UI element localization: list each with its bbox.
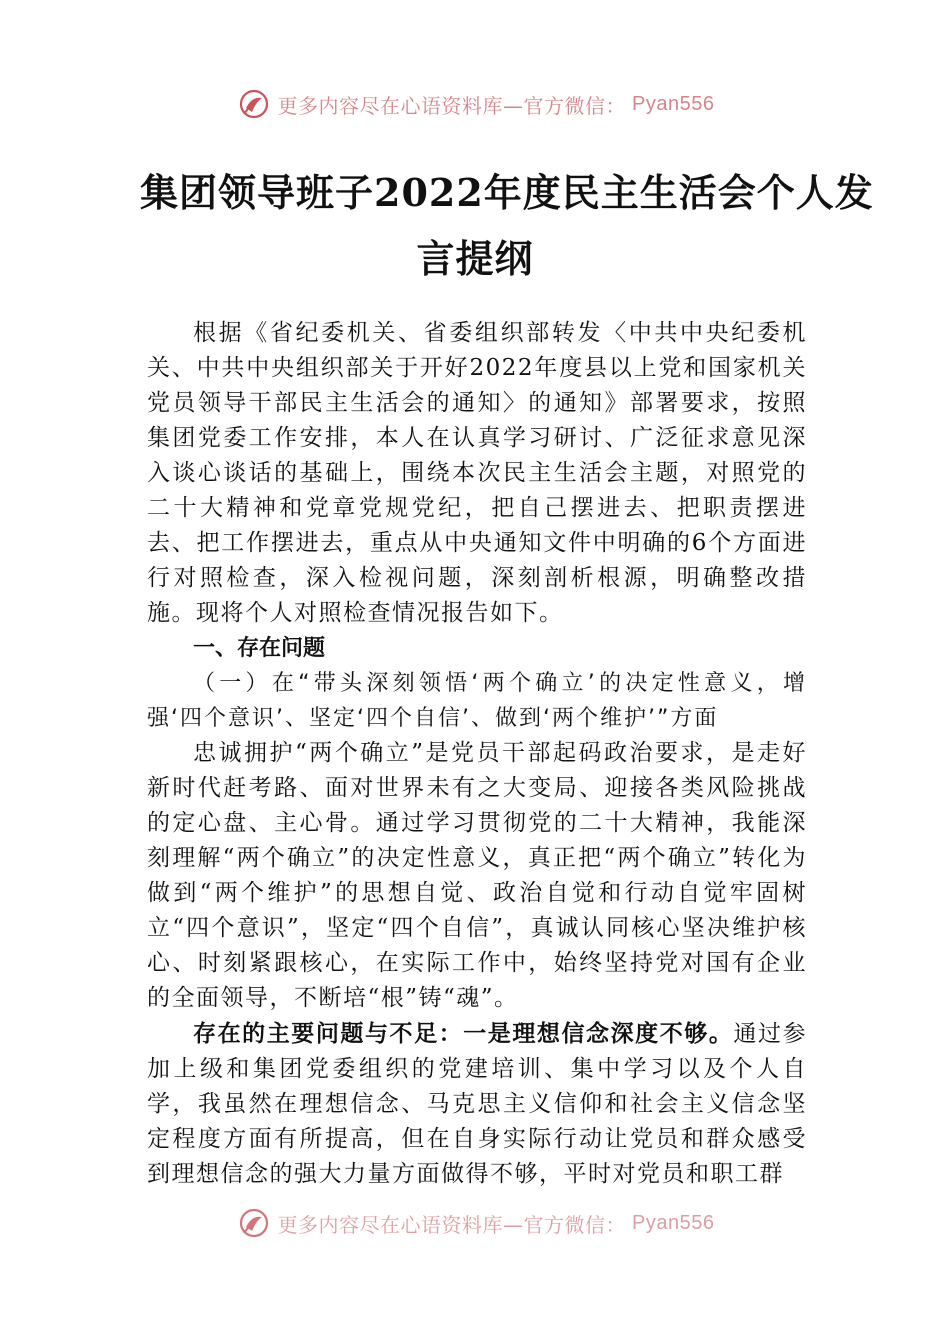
watermark-header [0, 84, 950, 124]
document-body [147, 316, 807, 1192]
watermark-text: 更多内容尽在心语资料库—官方微信： [277, 93, 627, 118]
body-paragraph: 忠诚拥护“两个确立”是党员干部起码政治要求，是走好新时代赶考路、面对世界未有之大变局、迎接各类风险挑战的定心盘、主心骨。通过学习贯彻党的二十大精神，我能深刻理解“两个确立”的决定性意义，真正把“两个确立”转化为做到“两个维护”的思想自觉、政治自觉和行动自觉牢固树立“四个意识”，坚定“四个自信”，真诚认同核心坚决维护核心、时刻紧跟核心，在实际工作中，始终坚持党对国有企业的全面领导，不断培“根”铸“魂”。 [147, 740, 807, 1011]
watermark-text: 更多内容尽在心语资料库—官方微信： [277, 1212, 627, 1237]
watermark-wechat-id: Pyan556 [632, 92, 715, 115]
watermark-wechat-id: Pyan556 [632, 1211, 715, 1234]
document-title-line1: 集团领导班子2022年度民主生活会个人发 [140, 170, 874, 215]
document-title-line2: 言提纲 [416, 236, 534, 281]
section-heading: 一、存在问题 [193, 636, 326, 661]
brand-logo-icon [236, 86, 272, 122]
subsection-heading: （一）在“带头深刻领悟‘两个确立’的决定性意义，增强‘四个意识’、坚定‘四个自信’、做到‘两个维护’”方面 [147, 671, 807, 731]
intro-paragraph: 根据《省纪委机关、省委组织部转发〈中共中央纪委机关、中共中央组织部关于开好2022年度县以上党和国家机关党员领导干部民主生活会的通知〉的通知》部署要求，按照集团党委工作安排，本人在认真学习研讨、广泛征求意见深入谈心谈话的基础上，围绕本次民主生活会主题，对照党的二十大精神和党章党规党纪，把自己摆进去、把职责摆进去、把工作摆进去，重点从中央通知文件中明确的6个方面进行对照检查，深入检视问题，深刻剖析根源，明确整改措施。现将个人对照检查情况报告如下。 [147, 320, 807, 626]
watermark-footer [0, 1203, 950, 1243]
problems-lead: 存在的主要问题与不足：一是理想信念深度不够。 [193, 1020, 734, 1047]
problems-text: 通过参加上级和集团党委组织的党建培训、集中学习以及个人自学，我虽然在理想信念、马克思主义信仰和社会主义信念坚定程度方面有所提高，但在自身实际行动让党员和群众感受到理想信念的强大力量方面做得不够，平时对党员和职工群 [147, 1021, 807, 1187]
brand-logo-icon [236, 1205, 272, 1241]
problems-paragraph [147, 1016, 807, 1192]
